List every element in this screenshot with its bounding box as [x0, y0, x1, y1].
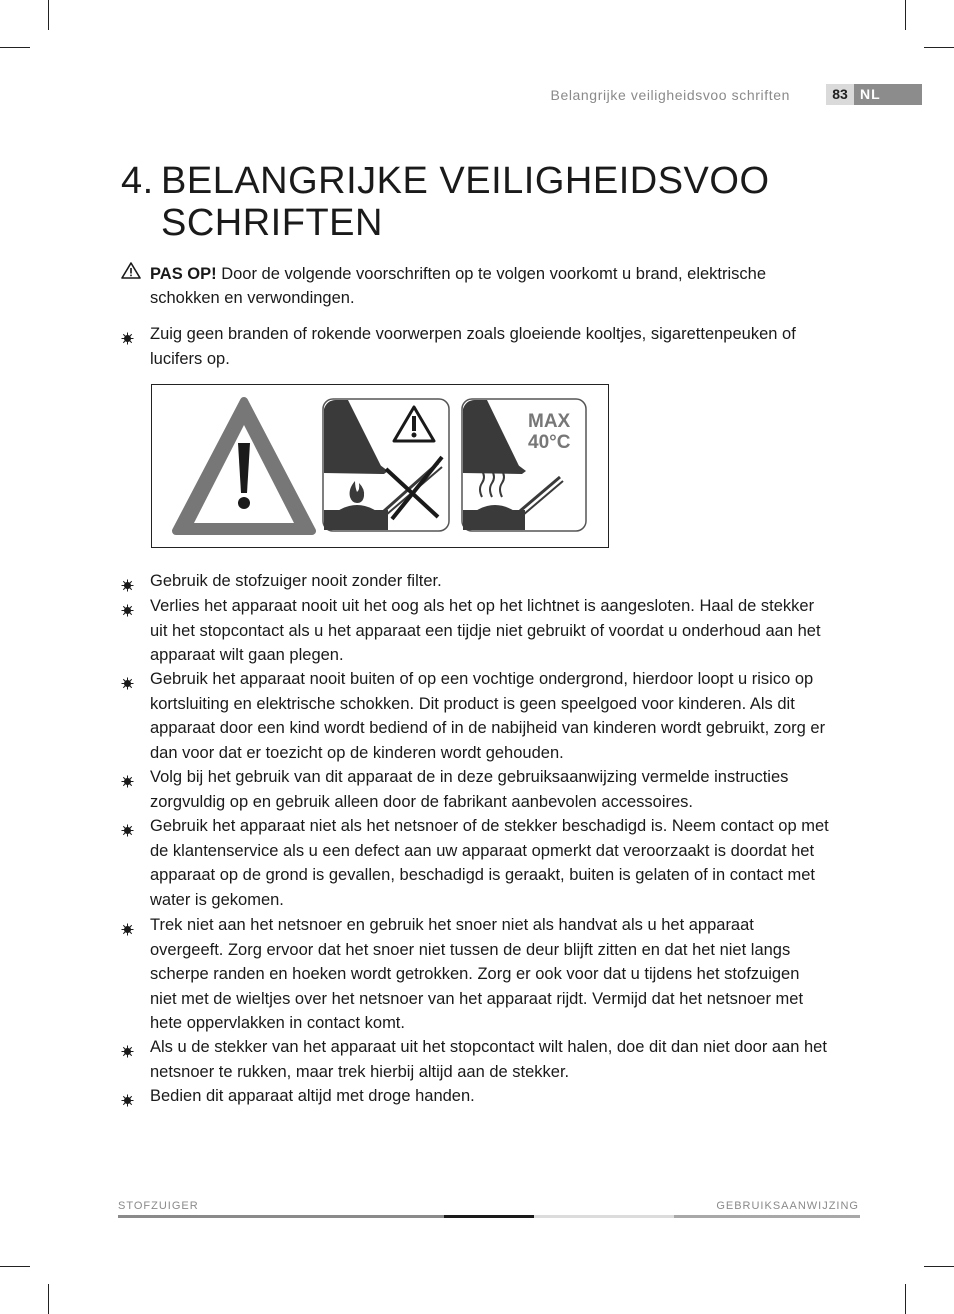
- list-item: [150, 1084, 830, 1109]
- list-item: [150, 667, 830, 765]
- temperature-label: 40°C: [528, 432, 571, 453]
- crop-mark: [905, 1284, 906, 1314]
- bullet-icon: [121, 328, 134, 353]
- page-number: 83: [826, 84, 854, 105]
- footer-product-name: STOFZUIGER: [118, 1200, 199, 1212]
- list-item-text: Trek niet aan het netsnoer en gebruik het snoer niet als handvat als u het apparaat overgeeft. Zorg ervoor dat het snoer niet tussen de deur blijft zitten en dat het niet langs scherpe randen en hoeken wordt getrokken. Zorg er ook voor dat u tijdens het stofzuigen niet met de wieltjes over het netsnoer van het apparaat rijdt. Vermijd dat het netsnoer met hete oppervlakken in contact komt.: [150, 916, 804, 1032]
- bullet-icon: [121, 820, 134, 845]
- safety-pictogram-figure: [151, 384, 609, 548]
- list-item: [150, 913, 830, 1036]
- footer-rule: [674, 1215, 860, 1218]
- crop-mark: [0, 47, 30, 48]
- warning-text: Door de volgende voorschriften op te volgen voorkomt u brand, elektrische schokken en verwondingen.: [150, 265, 767, 307]
- list-item: [150, 569, 830, 594]
- bullet-icon: [121, 1090, 134, 1115]
- list-item-text: Verlies het apparaat nooit uit het oog als het op het lichtnet is aangesloten. Haal de stekker uit het stopcontact als u het apparaat een tijdje niet gebruikt of voordat u onderhoud aan het apparaat wilt gaan plegen.: [150, 597, 821, 664]
- list-item: [150, 814, 830, 912]
- list-item: [150, 1035, 830, 1084]
- page-title: [121, 160, 770, 244]
- running-header: Belangrijke veiligheidsvoo schriften: [550, 87, 790, 103]
- max-label: MAX: [528, 411, 571, 432]
- warning-label: PAS OP!: [150, 265, 217, 283]
- list-item-text: Gebruik de stofzuiger nooit zonder filter.: [150, 572, 442, 590]
- bullet-icon: [121, 919, 134, 944]
- bullet-icon: [121, 673, 134, 698]
- footer-rule: [118, 1215, 444, 1218]
- crop-mark: [924, 1266, 954, 1267]
- crop-mark: [0, 1266, 30, 1267]
- bullet-icon: [121, 1041, 134, 1066]
- list-item-text: Als u de stekker van het apparaat uit het stopcontact wilt halen, doe dit dan niet door aan het netsnoer te rukken, maar trek hierbij altijd aan de stekker.: [150, 1038, 827, 1081]
- list-item-text: Gebruik het apparaat niet als het netsnoer of de stekker beschadigd is. Neem contact op met de klantenservice als u een defect aan uw apparaat opmerkt dat veroorzaakt is doordat het apparaat op de grond is gevallen, beschadigd is geraakt, buiten is gelaten of in contact met water is gekomen.: [150, 817, 829, 909]
- title-line-2: SCHRIFTEN: [161, 202, 383, 244]
- crop-mark: [924, 47, 954, 48]
- list-item: [150, 765, 830, 814]
- list-item-text: Zuig geen branden of rokende voorwerpen zoals gloeiende kooltjes, sigarettenpeuken of lucifers op.: [150, 325, 796, 368]
- list-item: [150, 594, 830, 668]
- max-temperature-icon: [462, 399, 586, 531]
- list-item-text: Volg bij het gebruik van dit apparaat de in deze gebruiksaanwijzing vermelde instructies zorgvuldig op en gebruik alleen door de fabrikant aanbevolen accessoires.: [150, 768, 789, 811]
- pictogram-svg: [152, 385, 608, 547]
- language-tab: NL: [854, 84, 922, 105]
- title-line-1: BELANGRIJKE VEILIGHEIDSVOO: [161, 160, 770, 202]
- crop-mark: [905, 0, 906, 30]
- list-item-text: Gebruik het apparaat nooit buiten of op een vochtige ondergrond, hierdoor loopt u risico op kortsluiting en elektrische schokken. Dit product is geen speelgoed voor kinderen. Als dit apparaat door een kind wordt bediend of in de nabijheid van kinderen wordt gebruikt, zorg er dan voor dat er toezicht op de kinderen wordt gehouden.: [150, 670, 826, 762]
- footer-rule: [534, 1215, 674, 1218]
- list-item: [150, 322, 830, 371]
- footer-document-type: GEBRUIKSAANWIJZING: [716, 1200, 859, 1212]
- bullet-icon: [121, 771, 134, 796]
- warning-triangle-icon: [121, 262, 141, 284]
- crop-mark: [48, 1284, 49, 1314]
- crop-mark: [48, 0, 49, 30]
- large-warning-triangle-icon: [176, 401, 312, 531]
- list-item-text: Bedien dit apparaat altijd met droge handen.: [150, 1087, 475, 1105]
- footer-rule: [444, 1215, 534, 1218]
- section-number: 4.: [121, 160, 154, 202]
- no-burning-items-icon: [323, 399, 449, 531]
- warning-paragraph: [150, 262, 830, 310]
- bullet-icon: [121, 575, 134, 600]
- bullet-icon: [121, 600, 134, 625]
